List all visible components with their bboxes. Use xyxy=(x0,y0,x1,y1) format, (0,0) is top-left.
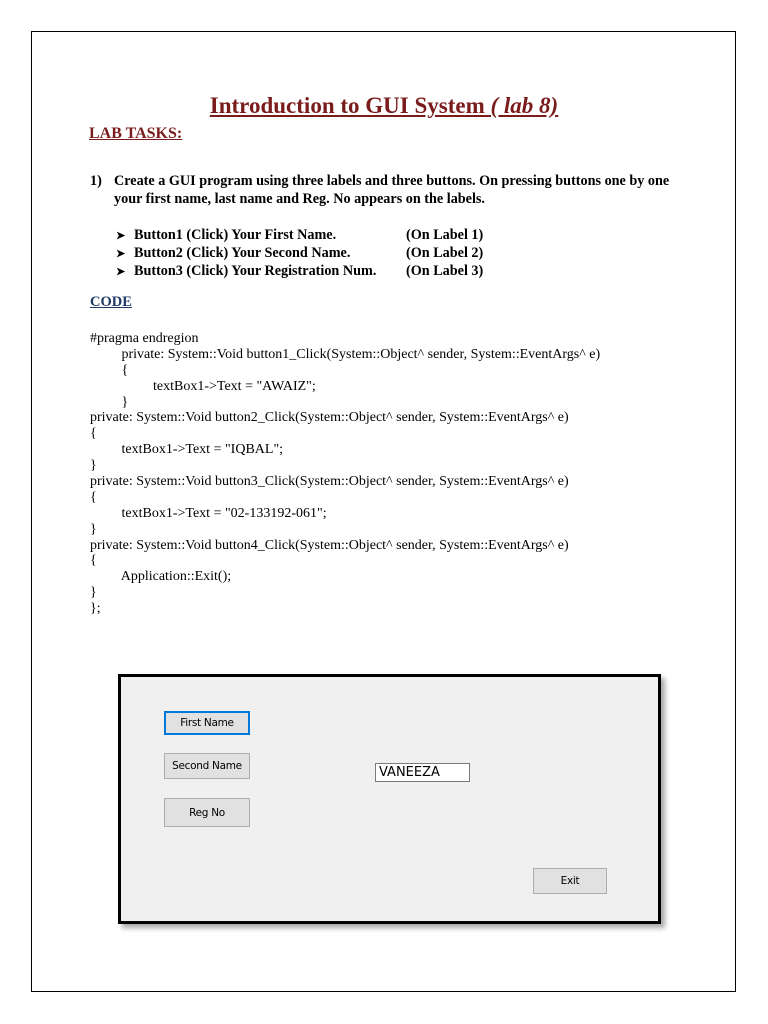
list-item xyxy=(116,226,483,244)
reg-no-button[interactable]: Reg No xyxy=(164,798,250,827)
bullet-list xyxy=(116,226,483,280)
list-item xyxy=(116,244,483,262)
code-line: } xyxy=(90,458,97,474)
code-line: textBox1->Text = "02-133192-061"; xyxy=(90,505,327,521)
code-line: textBox1->Text = "AWAIZ"; xyxy=(90,378,316,394)
code-heading: CODE xyxy=(90,294,132,310)
gui-form-screenshot xyxy=(118,674,661,924)
code-line: { xyxy=(90,553,97,569)
first-name-button[interactable]: First Name xyxy=(164,711,250,735)
bullet-target: (On Label 2) xyxy=(406,245,484,261)
list-item xyxy=(116,262,483,280)
bullet-target: (On Label 3) xyxy=(406,263,484,279)
bullet-desc: Button2 (Click) Your Second Name. xyxy=(134,245,351,261)
code-line: Application::Exit(); xyxy=(90,569,232,585)
exit-button[interactable]: Exit xyxy=(533,868,607,894)
code-line: } xyxy=(90,585,97,601)
arrow-bullet-icon: ➤ xyxy=(116,266,126,278)
arrow-bullet-icon: ➤ xyxy=(116,248,126,260)
code-line: { xyxy=(90,426,97,442)
name-textbox[interactable]: VANEEZA xyxy=(375,763,470,782)
code-line: private: System::Void button2_Click(System::Object^ sender, System::EventArgs^ e) xyxy=(90,410,569,426)
code-line: { xyxy=(90,362,129,378)
title-lab: ( lab 8) xyxy=(490,93,559,118)
code-line: { xyxy=(90,489,97,505)
code-line: textBox1->Text = "IQBAL"; xyxy=(90,442,284,458)
task-number: 1) xyxy=(90,173,102,189)
second-name-button[interactable]: Second Name xyxy=(164,753,250,779)
code-line: #pragma endregion xyxy=(90,331,199,346)
code-line: private: System::Void button1_Click(System::Object^ sender, System::EventArgs^ e) xyxy=(90,346,601,362)
code-line: private: System::Void button3_Click(System::Object^ sender, System::EventArgs^ e) xyxy=(90,474,569,490)
code-line: } xyxy=(90,394,129,410)
task-text: Create a GUI program using three labels and three buttons. On pressing buttons one by one your first name, last name and Reg. No appears on the labels. xyxy=(114,173,670,207)
arrow-bullet-icon: ➤ xyxy=(116,230,126,242)
title-main: Introduction to GUI System xyxy=(209,93,491,118)
bullet-target: (On Label 1) xyxy=(406,227,484,243)
lab-tasks-heading: LAB TASKS: xyxy=(89,125,183,142)
bullet-desc: Button3 (Click) Your Registration Num. xyxy=(134,263,377,279)
code-block xyxy=(90,331,600,617)
code-line: }; xyxy=(90,601,101,617)
bullet-desc: Button1 (Click) Your First Name. xyxy=(134,227,337,243)
code-line: } xyxy=(90,521,97,537)
code-line: private: System::Void button4_Click(System::Object^ sender, System::EventArgs^ e) xyxy=(90,537,569,553)
task-item xyxy=(90,172,700,208)
page-title xyxy=(0,93,768,119)
